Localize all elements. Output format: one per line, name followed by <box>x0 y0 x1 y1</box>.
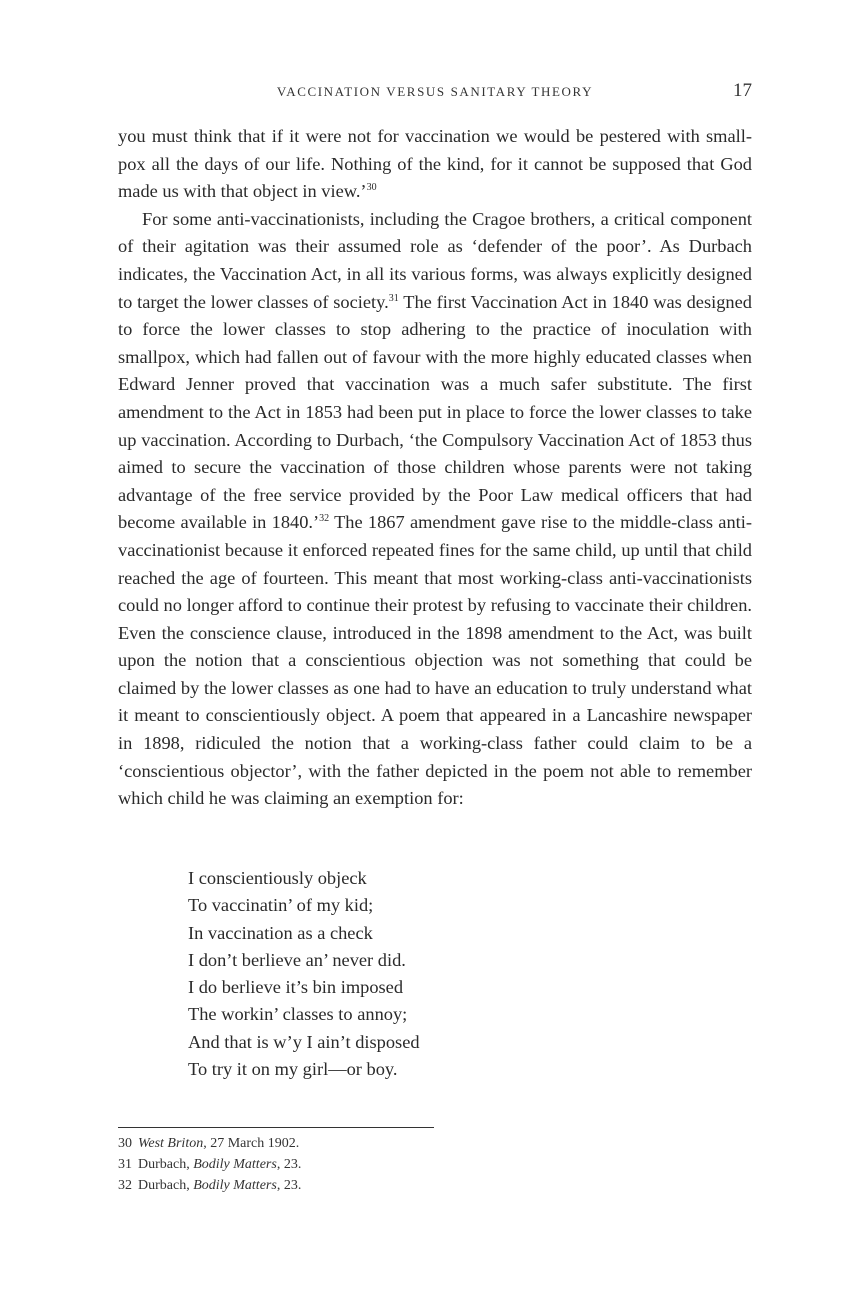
poem-line: To try it on my girl—or boy. <box>188 1059 398 1080</box>
page-number: 17 <box>733 80 752 101</box>
footnote-number: 32 <box>118 1178 132 1193</box>
poem-line: I don’t berlieve an’ never did. <box>188 949 406 970</box>
footnote-text: , 23. <box>276 1157 302 1172</box>
footnote-source-title: Bodily Matters <box>193 1178 277 1193</box>
footnote-31 <box>118 1154 752 1175</box>
footnote-ref-30: 30 <box>366 182 377 194</box>
paragraph-text: The 1867 amendment gave rise to the middle-class anti-vaccinationist because it enforced repeated fines for the same child, up until that child reached the age of fourteen. This meant that most working-class anti-vaccinationists could no longer afford to continue their protest by refusing to vaccinate their children. Even the conscience clause, introduced in the 1898 amendment to the Act, was built upon the notion that a conscientious objection was not something that could be claimed by the lower classes as one had to have an education to truly understand what it meant to conscientiously object. A poem that appeared in a Lancashire newspaper in 1898, ridiculed the notion that a working-class father could claim to be a ‘conscientious objector’, with the father depicted in the poem not able to remember which child he was claiming an exemption for: <box>118 512 752 809</box>
footnote-ref-31: 31 <box>388 292 399 304</box>
poem-block <box>188 865 668 1083</box>
footnote-number: 31 <box>118 1157 132 1172</box>
footnote-divider <box>118 1127 434 1128</box>
paragraph-continued <box>118 123 752 206</box>
body-text <box>118 123 752 813</box>
footnote-author: Durbach, <box>138 1178 194 1193</box>
paragraph-main <box>118 206 752 813</box>
poem-line: And that is w’y I ain’t disposed <box>188 1031 420 1052</box>
poem-line: I do berlieve it’s bin imposed <box>188 977 404 998</box>
poem-line: In vaccination as a check <box>188 922 373 943</box>
poem-line: The workin’ classes to annoy; <box>188 1004 408 1025</box>
running-head <box>118 80 752 104</box>
footnote-text: , 23. <box>276 1178 302 1193</box>
running-title: VACCINATION VERSUS SANITARY THEORY <box>276 84 594 99</box>
paragraph-text: The first Vaccination Act in 1840 was designed to force the lower classes to stop adhering to the practice of inoculation with smallpox, which had fallen out of favour with the more highly educated classes when Edward Jenner proved that vaccination was a much safer substitute. The first amendment to the Act in 1853 had been put in place to force the lower classes to take up vaccination. According to Durbach, ‘the Compulsory Vaccination Act of 1853 thus aimed to secure the vaccination of those children whose parents were not taking advantage of the free service provided by the Poor Law medical officers that had become available in 1840.’ <box>118 291 752 533</box>
footnote-source-title: West Briton <box>138 1136 204 1151</box>
footnote-number: 30 <box>118 1136 132 1151</box>
footnote-32 <box>118 1175 752 1196</box>
footnote-author: Durbach, <box>138 1157 194 1172</box>
poem-line: To vaccinatin’ of my kid; <box>188 895 374 916</box>
footnotes <box>118 1133 752 1196</box>
footnote-ref-32: 32 <box>319 513 330 525</box>
footnote-text: , 27 March 1902. <box>203 1136 300 1151</box>
footnote-source-title: Bodily Matters <box>193 1157 277 1172</box>
footnote-30 <box>118 1133 752 1154</box>
paragraph-text: you must think that if it were not for vaccination we would be pestered with small-pox all the days of our life. Nothing of the kind, for it cannot be supposed that God made us with that object in view.’ <box>118 126 752 202</box>
paragraph-text: For some anti-vaccinationists, including the Cragoe brothers, a critical component of their agitation was their assumed role as ‘defender of the poor’. As Durbach indicates, the Vaccination Act, in all its various forms, was always explicitly designed to target the lower classes of society. <box>118 208 752 312</box>
poem-line: I conscientiously objeck <box>188 868 367 888</box>
